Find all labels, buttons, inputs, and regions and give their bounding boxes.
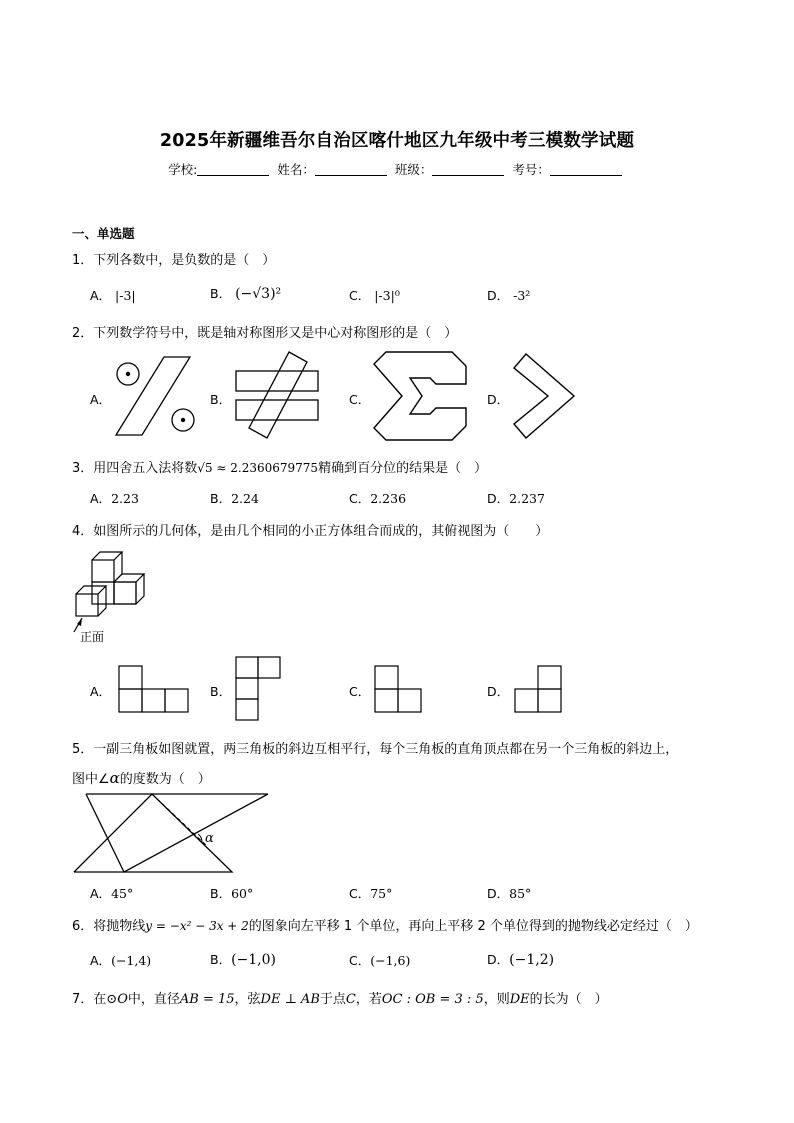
question-text: ，则	[483, 992, 510, 1007]
option-letter: A．	[90, 288, 112, 303]
class-blank	[432, 162, 504, 176]
math-expression: √5 ≈ 2.2360679775	[197, 461, 319, 475]
name-label: 姓名：	[277, 162, 315, 177]
option-value: 2.236	[370, 491, 407, 506]
question-number: 4．	[72, 524, 94, 539]
angle-bracket-sign-figure	[512, 352, 582, 442]
question-text: 下列各数中，是负数的是（ ）	[93, 253, 276, 268]
alpha-label: α	[205, 831, 214, 846]
question-3	[72, 457, 487, 476]
option-value: (−1,6)	[370, 953, 411, 968]
option-2c-letter[interactable]: C．	[349, 392, 371, 407]
math-expression: C	[345, 992, 356, 1007]
option-value: 2.24	[231, 491, 259, 506]
option-value: |-3|	[115, 288, 136, 303]
question-text: 的度数为（ ）	[119, 772, 211, 787]
question-text: 如图所示的几何体，是由几个相同的小正方体组合而成的，其俯视图为（ ）	[93, 524, 549, 539]
question-text: 精确到百分位的结果是（ ）	[318, 461, 488, 476]
top-view-b-figure	[235, 656, 283, 722]
option-3c[interactable]	[349, 489, 406, 507]
question-text: 于点	[319, 992, 346, 1007]
option-letter: A．	[90, 886, 112, 901]
question-6	[72, 915, 698, 934]
option-value: (−√3)²	[235, 286, 282, 302]
question-number: 7．	[72, 992, 94, 1007]
question-2	[72, 322, 457, 341]
option-letter: B．	[210, 886, 232, 901]
school-blank	[197, 162, 269, 176]
math-expression: AB = 15	[179, 992, 235, 1007]
top-view-a-figure	[118, 665, 190, 713]
option-value: 2.23	[111, 491, 139, 506]
exam-no-blank	[550, 162, 622, 176]
question-4	[72, 520, 548, 539]
percent-sign-figure	[116, 355, 196, 437]
question-7	[72, 988, 608, 1007]
question-text: 将抛物线	[93, 919, 146, 934]
option-3a[interactable]	[90, 489, 139, 507]
exam-no-label: 考号：	[512, 162, 550, 177]
option-value: (−1,2)	[509, 952, 555, 968]
option-5c[interactable]	[349, 884, 392, 902]
option-3d[interactable]	[487, 489, 545, 507]
option-value: -3²	[513, 288, 531, 303]
question-text: 下列数学符号中，既是轴对称图形又是中心对称图形的是（ ）	[93, 326, 458, 341]
option-letter: C．	[349, 886, 371, 901]
option-6b[interactable]	[210, 950, 276, 968]
option-letter: D．	[487, 288, 510, 303]
option-2a-letter[interactable]: A．	[90, 392, 112, 407]
question-text: ，若	[355, 992, 382, 1007]
question-text: 图中∠	[72, 772, 110, 787]
option-letter: B．	[210, 491, 232, 506]
option-letter: C．	[349, 288, 371, 303]
class-label: 班级：	[394, 162, 433, 177]
option-4b-letter[interactable]: B．	[210, 684, 232, 699]
question-text: 用四舍五入法将数	[93, 461, 198, 476]
question-text: 中，直径	[127, 992, 180, 1007]
front-label: 正面	[80, 630, 105, 644]
math-expression: DE ⊥ AB	[260, 992, 320, 1007]
option-4a-letter[interactable]: A．	[90, 684, 112, 699]
option-letter: B．	[210, 286, 232, 301]
option-letter: C．	[349, 953, 371, 968]
option-1b[interactable]	[210, 284, 281, 302]
name-blank	[315, 162, 387, 176]
option-letter: A．	[90, 491, 112, 506]
student-info-line	[0, 160, 794, 178]
option-letter: D．	[487, 886, 510, 901]
question-number: 5．	[72, 742, 94, 757]
option-1d[interactable]	[487, 286, 530, 304]
option-letter: D．	[487, 952, 510, 967]
option-5d[interactable]	[487, 884, 531, 902]
question-number: 2．	[72, 326, 94, 341]
question-text: ，弦	[234, 992, 261, 1007]
option-6d[interactable]	[487, 950, 554, 968]
not-equal-sign-figure	[234, 350, 320, 440]
top-view-c-figure	[374, 665, 424, 713]
option-letter: A．	[90, 953, 112, 968]
option-3b[interactable]	[210, 489, 259, 507]
question-5	[72, 738, 678, 757]
page-title: 2025年新疆维吾尔自治区喀什地区九年级中考三模数学试题	[159, 131, 635, 151]
school-label: 学校:	[168, 162, 198, 177]
option-2d-letter[interactable]: D．	[487, 392, 510, 407]
math-expression: y = −x² − 3x + 2	[145, 919, 249, 933]
question-text: 的长为（ ）	[529, 992, 608, 1007]
option-1a[interactable]	[90, 286, 136, 304]
option-5b[interactable]	[210, 884, 253, 902]
option-value: 60°	[231, 886, 254, 901]
alpha-symbol: α	[109, 769, 120, 787]
option-letter: B．	[210, 952, 232, 967]
question-1	[72, 249, 275, 268]
sigma-sign-figure	[372, 350, 468, 442]
triangle-plates-figure	[72, 792, 272, 874]
math-expression: DE	[509, 992, 530, 1007]
option-letter: C．	[349, 491, 371, 506]
option-5a[interactable]	[90, 884, 133, 902]
option-4c-letter[interactable]: C．	[349, 684, 371, 699]
top-view-d-figure	[514, 665, 564, 713]
option-value: 85°	[509, 886, 532, 901]
math-expression: OC : OB = 3 : 5	[381, 992, 484, 1007]
option-2b-letter[interactable]: B．	[210, 392, 232, 407]
question-5-line2	[72, 768, 211, 787]
question-text: 的图象向左平移 1 个单位，再向上平移 2 个单位得到的抛物线必定经过（ ）	[248, 919, 698, 934]
cube-solid-figure	[72, 548, 162, 638]
section-title: 一、单选题	[72, 226, 135, 241]
question-text: 在	[93, 992, 107, 1007]
option-letter: D．	[487, 491, 510, 506]
option-value: (−1,0)	[231, 952, 276, 968]
math-expression: ⊙O	[106, 992, 128, 1007]
option-1c[interactable]	[349, 286, 400, 304]
option-value: (−1,4)	[111, 953, 152, 968]
option-4d-letter[interactable]: D．	[487, 684, 510, 699]
option-value: |-3|⁰	[374, 288, 400, 303]
option-value: 75°	[370, 886, 393, 901]
option-6a[interactable]	[90, 951, 151, 969]
question-number: 6．	[72, 919, 94, 934]
option-6c[interactable]	[349, 951, 410, 969]
question-text: 一副三角板如图就置，两三角板的斜边互相平行，每个三角板的直角顶点都在另一个三角板的斜边上，	[93, 742, 679, 757]
question-number: 3．	[72, 461, 94, 476]
question-number: 1．	[72, 253, 94, 268]
option-value: 45°	[111, 886, 134, 901]
option-value: 2.237	[509, 491, 545, 506]
